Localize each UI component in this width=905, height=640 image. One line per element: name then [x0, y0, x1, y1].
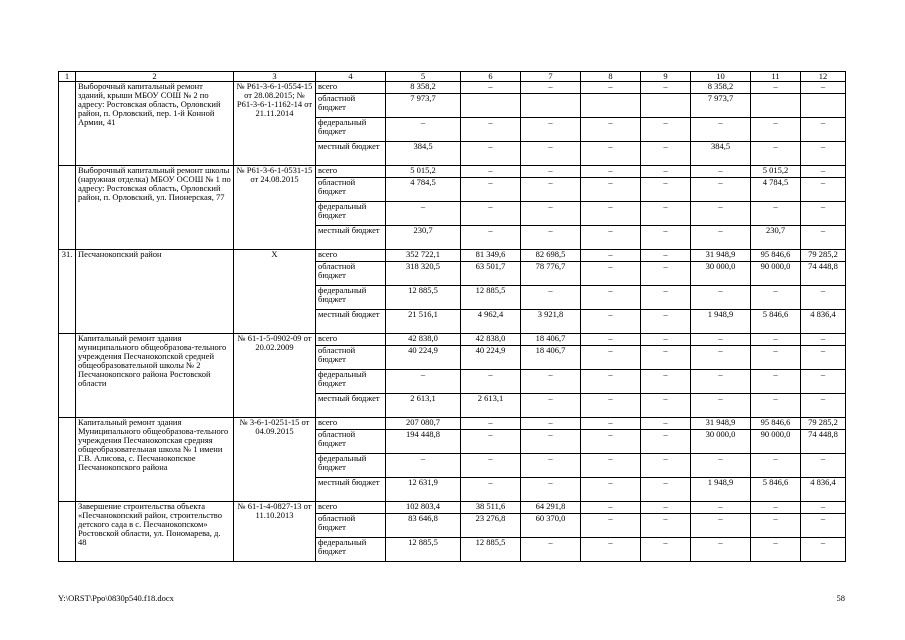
amount-cell: –: [691, 454, 751, 478]
amount-cell: 95 846,6: [751, 418, 801, 430]
object-name: Капитальный ремонт здания Муниципального общеобразова-тельного учреждения Песчанокопская средняя общеобразовательная школа № 1 имени Г.В. Алисова, с. Песчанокопское Песчанокопского района: [76, 418, 234, 502]
amount-cell: –: [801, 538, 846, 562]
amount-cell: –: [641, 250, 691, 262]
amount-cell: 12 885,5: [461, 286, 521, 310]
amount-cell: [751, 94, 801, 118]
amount-cell: –: [801, 286, 846, 310]
amount-cell: –: [691, 118, 751, 142]
amount-cell: 74 448,8: [801, 262, 846, 286]
amount-cell: –: [461, 82, 521, 94]
column-number: 4: [316, 72, 386, 82]
amount-cell: –: [521, 166, 581, 178]
amount-cell: –: [581, 502, 641, 514]
amount-cell: –: [801, 334, 846, 346]
amount-cell: –: [641, 178, 691, 202]
document-reference: № Р61-3-6-1-0531-15 от 24.08.2015: [234, 166, 316, 250]
amount-cell: –: [801, 346, 846, 370]
amount-cell: –: [461, 166, 521, 178]
amount-cell: –: [461, 370, 521, 394]
amount-cell: 12 631,9: [386, 478, 461, 502]
amount-cell: 2 613,1: [386, 394, 461, 418]
amount-cell: –: [641, 538, 691, 562]
amount-cell: –: [581, 226, 641, 250]
table-row: [59, 82, 846, 94]
table-row: [59, 334, 846, 346]
amount-cell: 194 448,8: [386, 430, 461, 454]
amount-cell: 384,5: [691, 142, 751, 166]
amount-cell: 5 015,2: [386, 166, 461, 178]
amount-cell: –: [801, 370, 846, 394]
object-name: Завершение строительства объекта «Песчанокопский район, строительство детского сада в с. Песчанокопском» Ростовской области, ул. Пономарева, д. 48: [76, 502, 234, 562]
budget-source: областной бюджет: [316, 346, 386, 370]
amount-cell: 230,7: [751, 226, 801, 250]
budget-source: федеральный бюджет: [316, 202, 386, 226]
amount-cell: 5 846,6: [751, 478, 801, 502]
column-number: 2: [76, 72, 234, 82]
amount-cell: –: [461, 454, 521, 478]
amount-cell: –: [521, 286, 581, 310]
amount-cell: –: [641, 202, 691, 226]
amount-cell: –: [581, 166, 641, 178]
amount-cell: –: [641, 346, 691, 370]
amount-cell: –: [751, 514, 801, 538]
amount-cell: –: [691, 178, 751, 202]
budget-source: областной бюджет: [316, 430, 386, 454]
amount-cell: –: [751, 118, 801, 142]
amount-cell: –: [641, 310, 691, 334]
amount-cell: –: [641, 394, 691, 418]
amount-cell: –: [641, 430, 691, 454]
amount-cell: –: [521, 478, 581, 502]
column-number: 10: [691, 72, 751, 82]
amount-cell: [581, 94, 641, 118]
amount-cell: –: [581, 514, 641, 538]
amount-cell: –: [581, 418, 641, 430]
amount-cell: 60 370,0: [521, 514, 581, 538]
amount-cell: –: [641, 334, 691, 346]
budget-table: [58, 71, 846, 562]
amount-cell: –: [461, 202, 521, 226]
budget-source: областной бюджет: [316, 178, 386, 202]
page-footer: [58, 593, 845, 605]
amount-cell: 4 836,4: [801, 478, 846, 502]
amount-cell: –: [641, 514, 691, 538]
amount-cell: –: [521, 394, 581, 418]
amount-cell: –: [691, 166, 751, 178]
amount-cell: 5 846,6: [751, 310, 801, 334]
amount-cell: 30 000,0: [691, 262, 751, 286]
amount-cell: –: [751, 394, 801, 418]
amount-cell: –: [801, 166, 846, 178]
amount-cell: –: [691, 370, 751, 394]
amount-cell: 7 973,7: [386, 94, 461, 118]
budget-source: местный бюджет: [316, 394, 386, 418]
amount-cell: –: [461, 142, 521, 166]
amount-cell: 83 646,8: [386, 514, 461, 538]
amount-cell: –: [581, 286, 641, 310]
item-number: [59, 166, 76, 250]
amount-cell: 5 015,2: [751, 166, 801, 178]
amount-cell: 81 349,6: [461, 250, 521, 262]
budget-source: всего: [316, 334, 386, 346]
table-row: [59, 166, 846, 178]
amount-cell: –: [801, 394, 846, 418]
amount-cell: 4 836,4: [801, 310, 846, 334]
budget-source: местный бюджет: [316, 226, 386, 250]
amount-cell: –: [461, 178, 521, 202]
document-reference: № 61-1-4-0827-13 от 11.10.2013: [234, 502, 316, 562]
amount-cell: 78 776,7: [521, 262, 581, 286]
amount-cell: –: [691, 202, 751, 226]
amount-cell: 18 406,7: [521, 346, 581, 370]
amount-cell: –: [751, 286, 801, 310]
amount-cell: 90 000,0: [751, 262, 801, 286]
amount-cell: [641, 94, 691, 118]
amount-cell: –: [751, 454, 801, 478]
amount-cell: –: [641, 142, 691, 166]
amount-cell: –: [521, 202, 581, 226]
amount-cell: –: [581, 334, 641, 346]
amount-cell: –: [641, 262, 691, 286]
amount-cell: 82 698,5: [521, 250, 581, 262]
column-number: 8: [581, 72, 641, 82]
budget-source: федеральный бюджет: [316, 286, 386, 310]
amount-cell: –: [521, 418, 581, 430]
amount-cell: –: [801, 454, 846, 478]
amount-cell: –: [801, 118, 846, 142]
table-row: [59, 250, 846, 262]
amount-cell: 95 846,6: [751, 250, 801, 262]
amount-cell: –: [751, 346, 801, 370]
amount-cell: 31 948,9: [691, 250, 751, 262]
amount-cell: –: [581, 118, 641, 142]
amount-cell: –: [691, 226, 751, 250]
amount-cell: –: [691, 346, 751, 370]
item-number: 31.: [59, 250, 76, 334]
amount-cell: –: [581, 394, 641, 418]
amount-cell: 12 885,5: [386, 538, 461, 562]
amount-cell: –: [751, 82, 801, 94]
budget-source: федеральный бюджет: [316, 538, 386, 562]
amount-cell: –: [691, 538, 751, 562]
amount-cell: –: [521, 82, 581, 94]
amount-cell: –: [801, 514, 846, 538]
page-number: 58: [836, 593, 845, 603]
amount-cell: 4 784,5: [751, 178, 801, 202]
amount-cell: –: [386, 202, 461, 226]
amount-cell: –: [581, 262, 641, 286]
amount-cell: –: [581, 538, 641, 562]
budget-source: федеральный бюджет: [316, 370, 386, 394]
amount-cell: 4 784,5: [386, 178, 461, 202]
amount-cell: –: [751, 202, 801, 226]
amount-cell: –: [641, 454, 691, 478]
amount-cell: –: [581, 310, 641, 334]
column-number: 9: [641, 72, 691, 82]
amount-cell: 30 000,0: [691, 430, 751, 454]
document-reference: № 3-6-1-0251-15 от 04.09.2015: [234, 418, 316, 502]
amount-cell: 90 000,0: [751, 430, 801, 454]
amount-cell: 40 224,9: [386, 346, 461, 370]
amount-cell: –: [461, 226, 521, 250]
item-number: [59, 418, 76, 502]
document-reference: Х: [234, 250, 316, 334]
amount-cell: 4 962,4: [461, 310, 521, 334]
amount-cell: 2 613,1: [461, 394, 521, 418]
amount-cell: –: [521, 538, 581, 562]
amount-cell: –: [801, 178, 846, 202]
budget-source: областной бюджет: [316, 94, 386, 118]
amount-cell: 7 973,7: [691, 94, 751, 118]
amount-cell: –: [581, 454, 641, 478]
column-number: 12: [801, 72, 846, 82]
amount-cell: 63 501,7: [461, 262, 521, 286]
amount-cell: –: [641, 370, 691, 394]
budget-source: федеральный бюджет: [316, 454, 386, 478]
item-number: [59, 502, 76, 562]
amount-cell: 42 838,0: [386, 334, 461, 346]
amount-cell: –: [751, 538, 801, 562]
amount-cell: 31 948,9: [691, 418, 751, 430]
amount-cell: –: [386, 454, 461, 478]
amount-cell: 8 358,2: [386, 82, 461, 94]
budget-source: всего: [316, 418, 386, 430]
amount-cell: –: [691, 334, 751, 346]
amount-cell: –: [461, 478, 521, 502]
item-number: [59, 334, 76, 418]
budget-source: всего: [316, 250, 386, 262]
budget-source: местный бюджет: [316, 310, 386, 334]
amount-cell: –: [386, 370, 461, 394]
amount-cell: 12 885,5: [386, 286, 461, 310]
amount-cell: 8 358,2: [691, 82, 751, 94]
amount-cell: –: [691, 394, 751, 418]
amount-cell: 352 722,1: [386, 250, 461, 262]
amount-cell: –: [521, 226, 581, 250]
amount-cell: 21 516,1: [386, 310, 461, 334]
amount-cell: –: [461, 118, 521, 142]
document-reference: № 61-1-5-0902-09 от 20.02.2009: [234, 334, 316, 418]
column-number: 5: [386, 72, 461, 82]
amount-cell: 23 276,8: [461, 514, 521, 538]
amount-cell: [461, 94, 521, 118]
amount-cell: –: [691, 502, 751, 514]
amount-cell: 1 948,9: [691, 478, 751, 502]
amount-cell: –: [641, 502, 691, 514]
amount-cell: –: [751, 370, 801, 394]
amount-cell: –: [521, 454, 581, 478]
amount-cell: –: [581, 142, 641, 166]
amount-cell: [521, 94, 581, 118]
column-number: 11: [751, 72, 801, 82]
table-row: [59, 418, 846, 430]
amount-cell: –: [521, 178, 581, 202]
amount-cell: –: [801, 202, 846, 226]
budget-source: областной бюджет: [316, 262, 386, 286]
amount-cell: –: [581, 202, 641, 226]
amount-cell: –: [801, 142, 846, 166]
amount-cell: –: [461, 418, 521, 430]
amount-cell: –: [581, 250, 641, 262]
amount-cell: –: [581, 430, 641, 454]
amount-cell: 12 885,5: [461, 538, 521, 562]
budget-source: областной бюджет: [316, 514, 386, 538]
budget-source: всего: [316, 82, 386, 94]
amount-cell: –: [641, 286, 691, 310]
amount-cell: –: [641, 118, 691, 142]
document-reference: № Р61-3-6-1-0554-15 от 28.08.2015; № Р61-3-6-1-1162-14 от 21.11.2014: [234, 82, 316, 166]
object-name: Песчанокопский район: [76, 250, 234, 334]
amount-cell: –: [691, 514, 751, 538]
amount-cell: –: [386, 118, 461, 142]
item-number: [59, 82, 76, 166]
amount-cell: [801, 94, 846, 118]
amount-cell: –: [521, 142, 581, 166]
amount-cell: –: [581, 82, 641, 94]
amount-cell: –: [751, 142, 801, 166]
amount-cell: –: [581, 178, 641, 202]
amount-cell: 318 320,5: [386, 262, 461, 286]
amount-cell: –: [801, 82, 846, 94]
object-name: Выборочный капитальный ремонт зданий, крыши МБОУ СОШ № 2 по адресу: Ростовская область, Орловский район, п. Орловский, пер. 1-й Конной Армии, 41: [76, 82, 234, 166]
amount-cell: –: [581, 370, 641, 394]
amount-cell: 74 448,8: [801, 430, 846, 454]
column-number: 6: [461, 72, 521, 82]
amount-cell: 79 285,2: [801, 250, 846, 262]
amount-cell: –: [641, 166, 691, 178]
amount-cell: –: [521, 370, 581, 394]
amount-cell: 207 080,7: [386, 418, 461, 430]
budget-source: федеральный бюджет: [316, 118, 386, 142]
amount-cell: 42 838,0: [461, 334, 521, 346]
amount-cell: 384,5: [386, 142, 461, 166]
amount-cell: –: [641, 82, 691, 94]
amount-cell: –: [801, 226, 846, 250]
budget-source: местный бюджет: [316, 478, 386, 502]
column-number: 7: [521, 72, 581, 82]
column-number-row: [59, 72, 846, 82]
amount-cell: –: [641, 418, 691, 430]
object-name: Капитальный ремонт здания муниципального общеобразова-тельного учреждения Песчанокопской средней общеобразовательной школы № 2 Песчанокопского района Ростовской области: [76, 334, 234, 418]
budget-source: всего: [316, 166, 386, 178]
amount-cell: –: [461, 430, 521, 454]
amount-cell: 40 224,9: [461, 346, 521, 370]
amount-cell: 230,7: [386, 226, 461, 250]
amount-cell: 102 803,4: [386, 502, 461, 514]
amount-cell: 38 511,6: [461, 502, 521, 514]
amount-cell: 79 285,2: [801, 418, 846, 430]
amount-cell: –: [691, 286, 751, 310]
amount-cell: 1 948,9: [691, 310, 751, 334]
amount-cell: –: [641, 226, 691, 250]
column-number: 3: [234, 72, 316, 82]
amount-cell: –: [521, 118, 581, 142]
amount-cell: 3 921,8: [521, 310, 581, 334]
amount-cell: –: [581, 478, 641, 502]
budget-source: местный бюджет: [316, 142, 386, 166]
amount-cell: –: [521, 430, 581, 454]
table-row: [59, 502, 846, 514]
amount-cell: –: [581, 346, 641, 370]
object-name: Выборочный капитальный ремонт школы (наружная отделка) МБОУ ОСОШ № 1 по адресу: Ростовская область, Орловский район, п. Орловский, ул. Пионерская, 77: [76, 166, 234, 250]
budget-source: всего: [316, 502, 386, 514]
amount-cell: 18 406,7: [521, 334, 581, 346]
column-number: 1: [59, 72, 76, 82]
amount-cell: –: [641, 478, 691, 502]
amount-cell: 64 291,8: [521, 502, 581, 514]
amount-cell: –: [801, 502, 846, 514]
amount-cell: –: [751, 502, 801, 514]
amount-cell: –: [751, 334, 801, 346]
file-path: Y:\ORST\Ppo\0830p540.f18.docx: [58, 593, 174, 603]
